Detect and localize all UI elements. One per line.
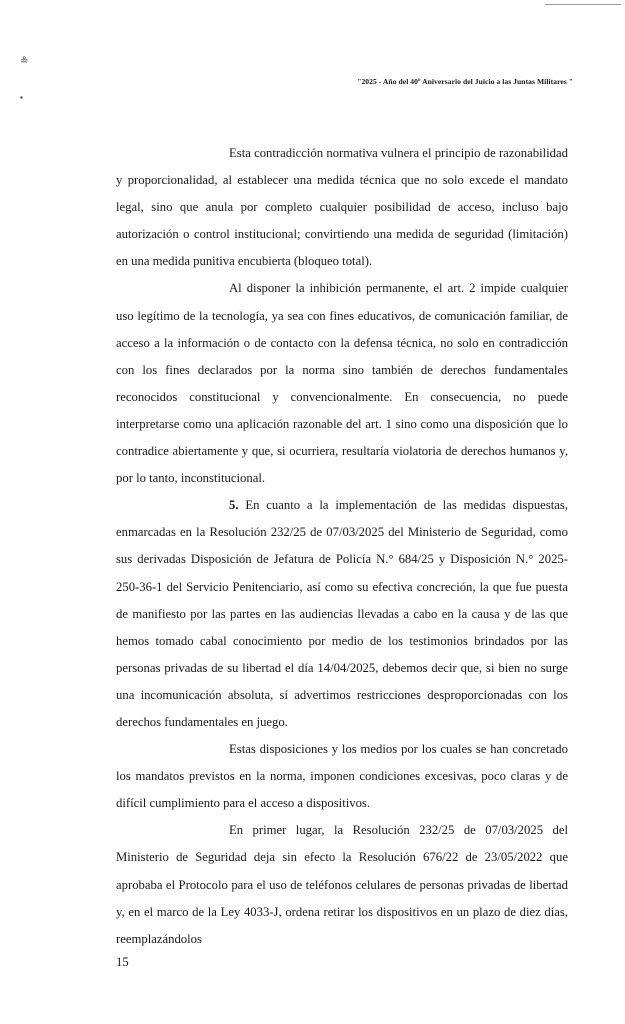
page-header: "2025 - Año del 40º Aniversario del Juicio a las Juntas Militares "	[357, 77, 573, 86]
document-body	[116, 140, 568, 953]
paragraph: En primer lugar, la Resolución 232/25 de 07/03/2025 del Ministerio de Seguridad deja sin efecto la Resolución 676/22 de 23/05/2022 que aprobaba el Protocolo para el uso de teléfonos celulares de personas privadas de libertad y, en el marco de la Ley 4033-J, ordena retirar los dispositivos en un plazo de diez días, reemplazándolos	[116, 823, 568, 946]
margin-mark-dot: ▪	[20, 93, 23, 102]
paragraph: Estas disposiciones y los medios por los cuales se han concretado los mandatos previstos en la norma, imponen condiciones excesivas, poco claras y de difícil cumplimiento para el acceso a dispositivos.	[116, 742, 568, 811]
paragraph: Esta contradicción normativa vulnera el principio de razonabilidad y proporcionalidad, al establecer una medida técnica que no solo excede el mandato legal, sino que anula por completo cualquier posibilidad de acceso, incluso bajo autorización o control institucional; convirtiendo una medida de seguridad (limitación) en una medida punitiva encubierta (bloqueo total).	[116, 146, 568, 269]
paragraph: Al disponer la inhibición permanente, el art. 2 impide cualquier uso legítimo de la tecnología, ya sea con fines educativos, de comunicación familiar, de acceso a la información o de contacto con la defensa técnica, no solo en contradicción con los fines declarados por la norma sino también de derechos fundamentales reconocidos constitucional y convencionalmente. En consecuencia, no puede interpretarse como una aplicación razonable del art. 1 sino como una disposición que lo contradice abiertamente y que, si ocurriera, resultaría violatoria de derechos humanos y, por lo tanto, inconstitucional.	[116, 281, 568, 486]
section-text: En cuanto a la implementación de las medidas dispuestas, enmarcadas en la Resolución 232/25 de 07/03/2025 del Ministerio de Seguridad, como sus derivadas Disposición de Jefatura de Policía N.° 684/25 y Disposición N.° 2025-250-36-1 del Servicio Penitenciario, así como su efectiva concreción, la que fue puesta de manifiesto por las partes en las audiencias llevadas a cabo en la causa y de las que hemos tomado cabal conocimiento por medio de los testimonios brindados por las personas privadas de su libertad el día 14/04/2025, debemos decir que, si bien no surge una incomunicación absoluta, sí advertimos restricciones desproporcionadas con los derechos fundamentales en juego.	[116, 498, 569, 729]
top-rule	[545, 4, 621, 5]
section-number: 5.	[229, 498, 239, 513]
page-number: 15	[116, 955, 129, 969]
margin-mark: ≗	[20, 56, 29, 67]
paragraph-section-5	[116, 492, 568, 736]
